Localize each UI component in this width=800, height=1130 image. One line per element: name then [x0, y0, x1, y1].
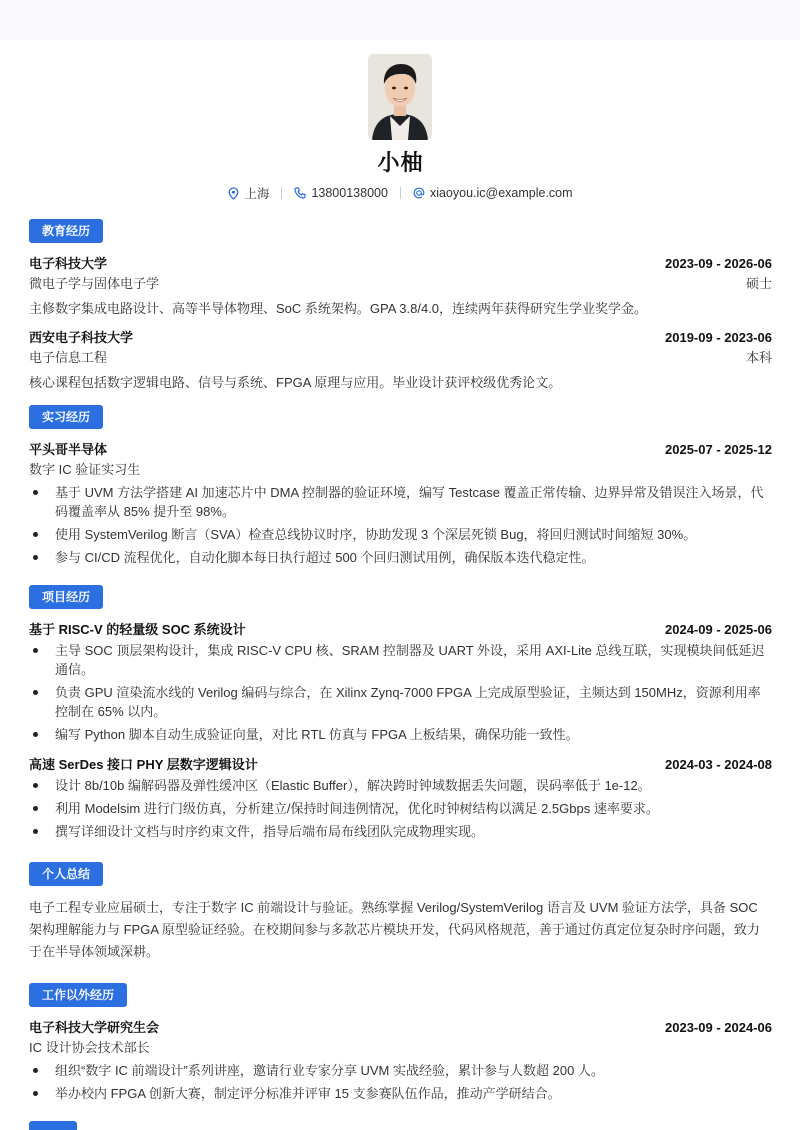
extracurricular-section: [29, 983, 772, 1107]
list-item: 负责 GPU 渲染流水线的 Verilog 编码与综合，在 Xilinx Zynq-7000 FPGA 上完成原型验证，主频达到 150MHz，资源利用率控制在 65% 以内。: [29, 683, 772, 721]
phone-icon: [294, 187, 306, 199]
list-item: 基于 UVM 方法学搭建 AI 加速芯片中 DMA 控制器的验证环境，编写 Testcase 覆盖正常传输、边界异常及错误注入场景，代码覆盖率从 85% 提升至 98%。: [29, 483, 772, 521]
major: 微电子学与固体电子学: [29, 276, 160, 291]
list-item: 主导 SOC 顶层架构设计，集成 RISC-V CPU 核、SRAM 控制器及 UART 外设，采用 AXI-Lite 总线互联，实现模块间低延迟通信。: [29, 641, 772, 679]
projects-section: [29, 585, 772, 845]
project-name: 基于 RISC-V 的轻量级 SOC 系统设计: [29, 622, 246, 637]
date-range: 2024-03 - 2024-08: [665, 757, 772, 772]
project-entry: [29, 754, 772, 841]
date-range: 2025-07 - 2025-12: [665, 442, 772, 457]
internship-entry: [29, 439, 772, 567]
at-sign-icon: [413, 187, 425, 199]
date-range: 2019-09 - 2023-06: [665, 330, 772, 345]
section-title-internship: 实习经历: [29, 405, 103, 429]
summary-line: 架构理解能力与 FPGA 原型验证经验。在校期间参与多款芯片模块开发，代码风格规范，善于通过仿真定位复杂时序问题，致力: [29, 922, 760, 937]
education-section: [29, 219, 772, 394]
section-title-extracurricular: 工作以外经历: [29, 983, 127, 1007]
date-range: 2024-09 - 2025-06: [665, 622, 772, 637]
profile-photo: [368, 54, 432, 140]
project-entry: [29, 619, 772, 744]
date-range: 2023-09 - 2024-06: [665, 1020, 772, 1035]
email-text: xiaoyou.ic@example.com: [429, 186, 573, 200]
internship-bullets: [29, 483, 772, 567]
summary-line: 于在半导体领域深耕。: [29, 944, 160, 959]
job-role: 数字 IC 验证实习生: [29, 462, 141, 477]
education-description: 核心课程包括数字逻辑电路、信号与系统、FPGA 原理与应用。毕业设计获评校级优秀论文。: [29, 375, 562, 390]
company-name: 平头哥半导体: [29, 442, 108, 457]
portrait-image: [368, 54, 432, 140]
next-section-badge: [29, 1121, 77, 1130]
contact-divider: [281, 187, 282, 199]
top-strip: [0, 0, 800, 40]
candidate-name: 小柚: [377, 150, 424, 175]
contact-divider: [400, 187, 401, 199]
section-title-summary: 个人总结: [29, 862, 103, 886]
education-entry: [29, 253, 772, 320]
project-bullets: [29, 641, 772, 744]
extracurricular-entry: [29, 1017, 772, 1103]
extracurricular-bullets: [29, 1061, 772, 1103]
contact-phone: [294, 186, 387, 200]
location-text: 上海: [244, 187, 270, 201]
degree: 硕士: [745, 276, 772, 291]
summary-text: [29, 897, 772, 963]
education-entry: [29, 327, 772, 394]
list-item: 撰写详细设计文档与时序约束文件，指导后端布局布线团队完成物理实现。: [29, 822, 772, 841]
school-name: 电子科技大学: [29, 256, 108, 271]
school-name: 西安电子科技大学: [29, 330, 134, 345]
section-title-projects: 项目经历: [29, 585, 103, 609]
education-description: 主修数字集成电路设计、高等半导体物理、SoC 系统架构。GPA 3.8/4.0，连续两年获得研究生学业奖学金。: [29, 301, 648, 316]
position-title: IC 设计协会技术部长: [29, 1040, 150, 1055]
organization-name: 电子科技大学研究生会: [29, 1020, 160, 1035]
section-title-education: 教育经历: [29, 219, 103, 243]
internship-section: [29, 405, 772, 571]
list-item: 利用 Modelsim 进行门级仿真，分析建立/保持时间违例情况，优化时钟树结构以满足 2.5Gbps 速率要求。: [29, 799, 772, 818]
summary-section: [29, 862, 772, 963]
contact-location: [228, 184, 269, 202]
phone-text: 13800138000: [311, 186, 388, 200]
list-item: 组织“数字 IC 前端设计”系列讲座，邀请行业专家分享 UVM 实战经验，累计参与人数超 200 人。: [29, 1061, 772, 1080]
project-bullets: [29, 776, 772, 841]
list-item: 举办校内 FPGA 创新大赛，制定评分标准并评审 15 支参赛队伍作品，推动产学研结合。: [29, 1084, 772, 1103]
date-range: 2023-09 - 2026-06: [665, 256, 772, 271]
summary-line: 电子工程专业应届硕士，专注于数字 IC 前端设计与验证。熟练掌握 Verilog/SystemVerilog 语言及 UVM 验证方法学，具备 SOC: [29, 900, 758, 915]
location-pin-icon: [228, 187, 239, 200]
degree: 本科: [745, 350, 772, 365]
project-name: 高速 SerDes 接口 PHY 层数字逻辑设计: [29, 757, 258, 772]
list-item: 编写 Python 脚本自动生成验证向量，对比 RTL 仿真与 FPGA 上板结果，确保功能一致性。: [29, 725, 772, 744]
major: 电子信息工程: [29, 350, 108, 365]
list-item: 使用 SystemVerilog 断言（SVA）检查总线协议时序，协助发现 3 个深层死锁 Bug，将回归测试时间缩短 30%。: [29, 525, 772, 544]
contact-bar: [29, 184, 772, 202]
contact-email: [413, 186, 573, 200]
list-item: 参与 CI/CD 流程优化，自动化脚本每日执行超过 500 个回归测试用例，确保版本迭代稳定性。: [29, 548, 772, 567]
list-item: 设计 8b/10b 编解码器及弹性缓冲区（Elastic Buffer），解决跨时钟域数据丢失问题，误码率低于 1e-12。: [29, 776, 772, 795]
